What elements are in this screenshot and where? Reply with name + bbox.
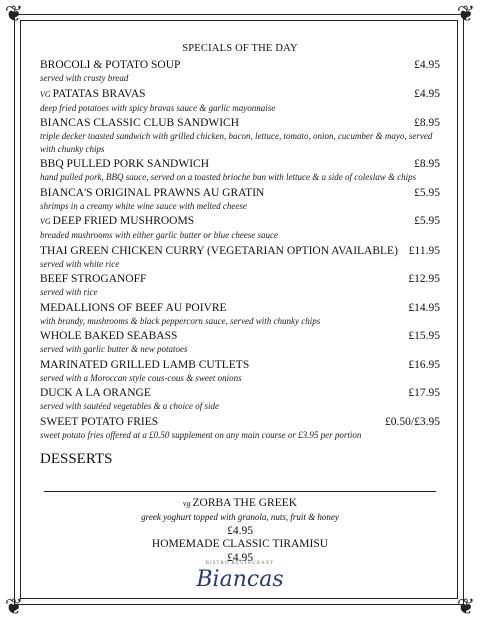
menu-item-row	[40, 272, 440, 286]
menu-item-name-text: BIANCAS CLASSIC CLUB SANDWICH	[40, 117, 240, 129]
menu-item-price: £5.95	[414, 186, 440, 199]
menu-item-name-text: BBQ PULLED PORK SANDWICH	[40, 158, 209, 170]
menu-item-row	[40, 244, 440, 258]
menu-item-name	[40, 116, 239, 130]
menu-item-row	[40, 329, 440, 343]
dessert-price: £4.95	[227, 525, 253, 537]
menu-item-row	[40, 116, 440, 130]
corner-flourish-icon: ❦	[4, 594, 24, 619]
menu-item	[40, 87, 440, 115]
menu-item-price: £4.95	[414, 87, 440, 100]
desserts-title: DESSERTS	[40, 451, 113, 467]
menu-item-price: £5.95	[414, 215, 440, 227]
menu-item-price: £16.95	[408, 358, 440, 371]
menu-item-row	[40, 214, 440, 229]
menu-item-row	[40, 58, 440, 72]
menu-item-price: £8.95	[414, 117, 440, 129]
menu-item-price: £17.95	[408, 387, 440, 399]
specials-list	[40, 58, 440, 441]
menu-item	[40, 415, 440, 442]
menu-item-row	[40, 186, 440, 200]
vegetarian-icon: VG	[40, 217, 51, 226]
menu-item-price: £4.95	[414, 59, 440, 71]
corner-flourish-icon: ❦	[456, 594, 476, 619]
menu-item-description: breaded mushrooms with either garlic butter or blue cheese sauce	[40, 230, 279, 240]
menu-item	[40, 301, 440, 328]
menu-item-description: served with a Moroccan style cous-cous & sweet onions	[40, 372, 242, 383]
menu-item	[40, 244, 440, 271]
menu-item-name-text: BROCOLI & POTATO SOUP	[40, 59, 181, 71]
menu-item-row	[40, 87, 440, 102]
menu-item-price: £14.95	[408, 301, 440, 314]
menu-item-name	[40, 186, 264, 200]
menu-item-row	[40, 415, 440, 429]
menu-item	[40, 214, 440, 242]
menu-item-row	[40, 157, 440, 171]
menu-item-name-text: MEDALLIONS OF BEEF AU POIVRE	[40, 301, 227, 314]
vegetarian-icon: vg	[182, 499, 191, 508]
menu-item-name	[40, 301, 227, 315]
dessert-description: greek yoghurt topped with granola, nuts, fruit & honey	[141, 512, 339, 522]
menu-item-price: £0.50/£3.95	[385, 415, 440, 428]
menu-item-name	[40, 244, 398, 258]
menu-item-name-text: PATATAS BRAVAS	[52, 87, 146, 100]
restaurant-logo	[175, 561, 305, 597]
menu-item-name-text: DEEP FRIED MUSHROOMS	[52, 215, 195, 227]
menu-item-name-text: THAI GREEN CHICKEN CURRY (VEGETARIAN OPTION AVAILABLE)	[40, 244, 398, 257]
dessert-price: £4.95	[227, 552, 253, 564]
specials-title: SPECIALS OF THE DAY	[182, 43, 298, 54]
dessert-name: HOMEMADE CLASSIC TIRAMISU	[151, 538, 329, 550]
menu-item-row	[40, 301, 440, 315]
menu-item	[40, 386, 440, 413]
corner-flourish-icon: ❦	[4, 1, 24, 26]
menu-item-description: served with crusty bread	[40, 73, 129, 83]
menu-item-name	[40, 157, 209, 171]
menu-item-name	[40, 358, 249, 372]
specials-section	[40, 43, 440, 468]
menu-item-name-text: BIANCA'S ORIGINAL PRAWNS AU GRATIN	[40, 186, 265, 199]
menu-item-row	[40, 386, 440, 400]
menu-item-price: £12.95	[408, 273, 440, 285]
menu-item-name-text: BEEF STROGANOFF	[40, 273, 147, 285]
menu-item-description: served with white rice	[40, 258, 120, 269]
dessert-name: vg ZORBA THE GREEK	[182, 497, 298, 509]
menu-item-description: served with sautéed vegetables & a choice of side	[40, 401, 219, 411]
menu-item-description: deep fried potatoes with spicy bravas sauce & garlic mayonnaise	[40, 102, 276, 113]
menu-item-name	[40, 214, 194, 229]
menu-item-name	[40, 58, 180, 72]
corner-flourish-icon: ❦	[456, 1, 476, 26]
menu-item	[40, 272, 440, 299]
menu-item-description: served with rice	[40, 287, 98, 297]
menu-item-name	[40, 272, 146, 286]
logo-tagline: BISTRO RESTAURANT	[205, 561, 275, 566]
menu-item-name	[40, 415, 158, 429]
desserts-divider	[44, 491, 436, 492]
menu-item	[40, 157, 440, 184]
menu-item-description: served with garlic butter & new potatoes	[40, 344, 188, 354]
menu-item-price: £8.95	[414, 158, 440, 170]
menu-item-price: £11.95	[408, 244, 440, 257]
menu-item	[40, 186, 440, 213]
menu-item-price: £15.95	[408, 330, 440, 342]
logo-name: Biancas	[196, 567, 284, 592]
menu-item-name	[40, 87, 146, 102]
menu-item	[40, 58, 440, 85]
menu-item-description: hand pulled pork, BBQ sauce, served on a toasted brioche bun with lettuce & a side of coleslaw & chips	[40, 172, 417, 182]
menu-item-description: sweet potato fries offered at a £0.50 supplement on any main course or £3.95 per portion	[40, 429, 362, 440]
menu-item	[40, 116, 440, 155]
menu-item-description: shrimps in a creamy white wine sauce with melted cheese	[40, 200, 247, 211]
menu-item-name	[40, 386, 151, 400]
menu-item	[40, 329, 440, 356]
menu-item-name-text: WHOLE BAKED SEABASS	[40, 330, 178, 342]
vegetarian-icon: VG	[40, 89, 51, 99]
menu-item-name-text: SWEET POTATO FRIES	[40, 415, 159, 428]
dessert-item	[40, 496, 440, 538]
menu-item-description: triple decker toasted sandwich with grilled chicken, bacon, lettuce, tomato, onion, cucumber & mayo, served with chunky chips	[40, 131, 433, 154]
menu-item	[40, 358, 440, 385]
menu-item-name-text: MARINATED GRILLED LAMB CUTLETS	[40, 358, 250, 371]
menu-item-name	[40, 329, 177, 343]
menu-item-description: with brandy, mushrooms & black peppercorn sauce, served with chunky chips	[40, 315, 321, 326]
menu-item-row	[40, 358, 440, 372]
menu-item-name-text: DUCK A LA ORANGE	[40, 387, 151, 399]
